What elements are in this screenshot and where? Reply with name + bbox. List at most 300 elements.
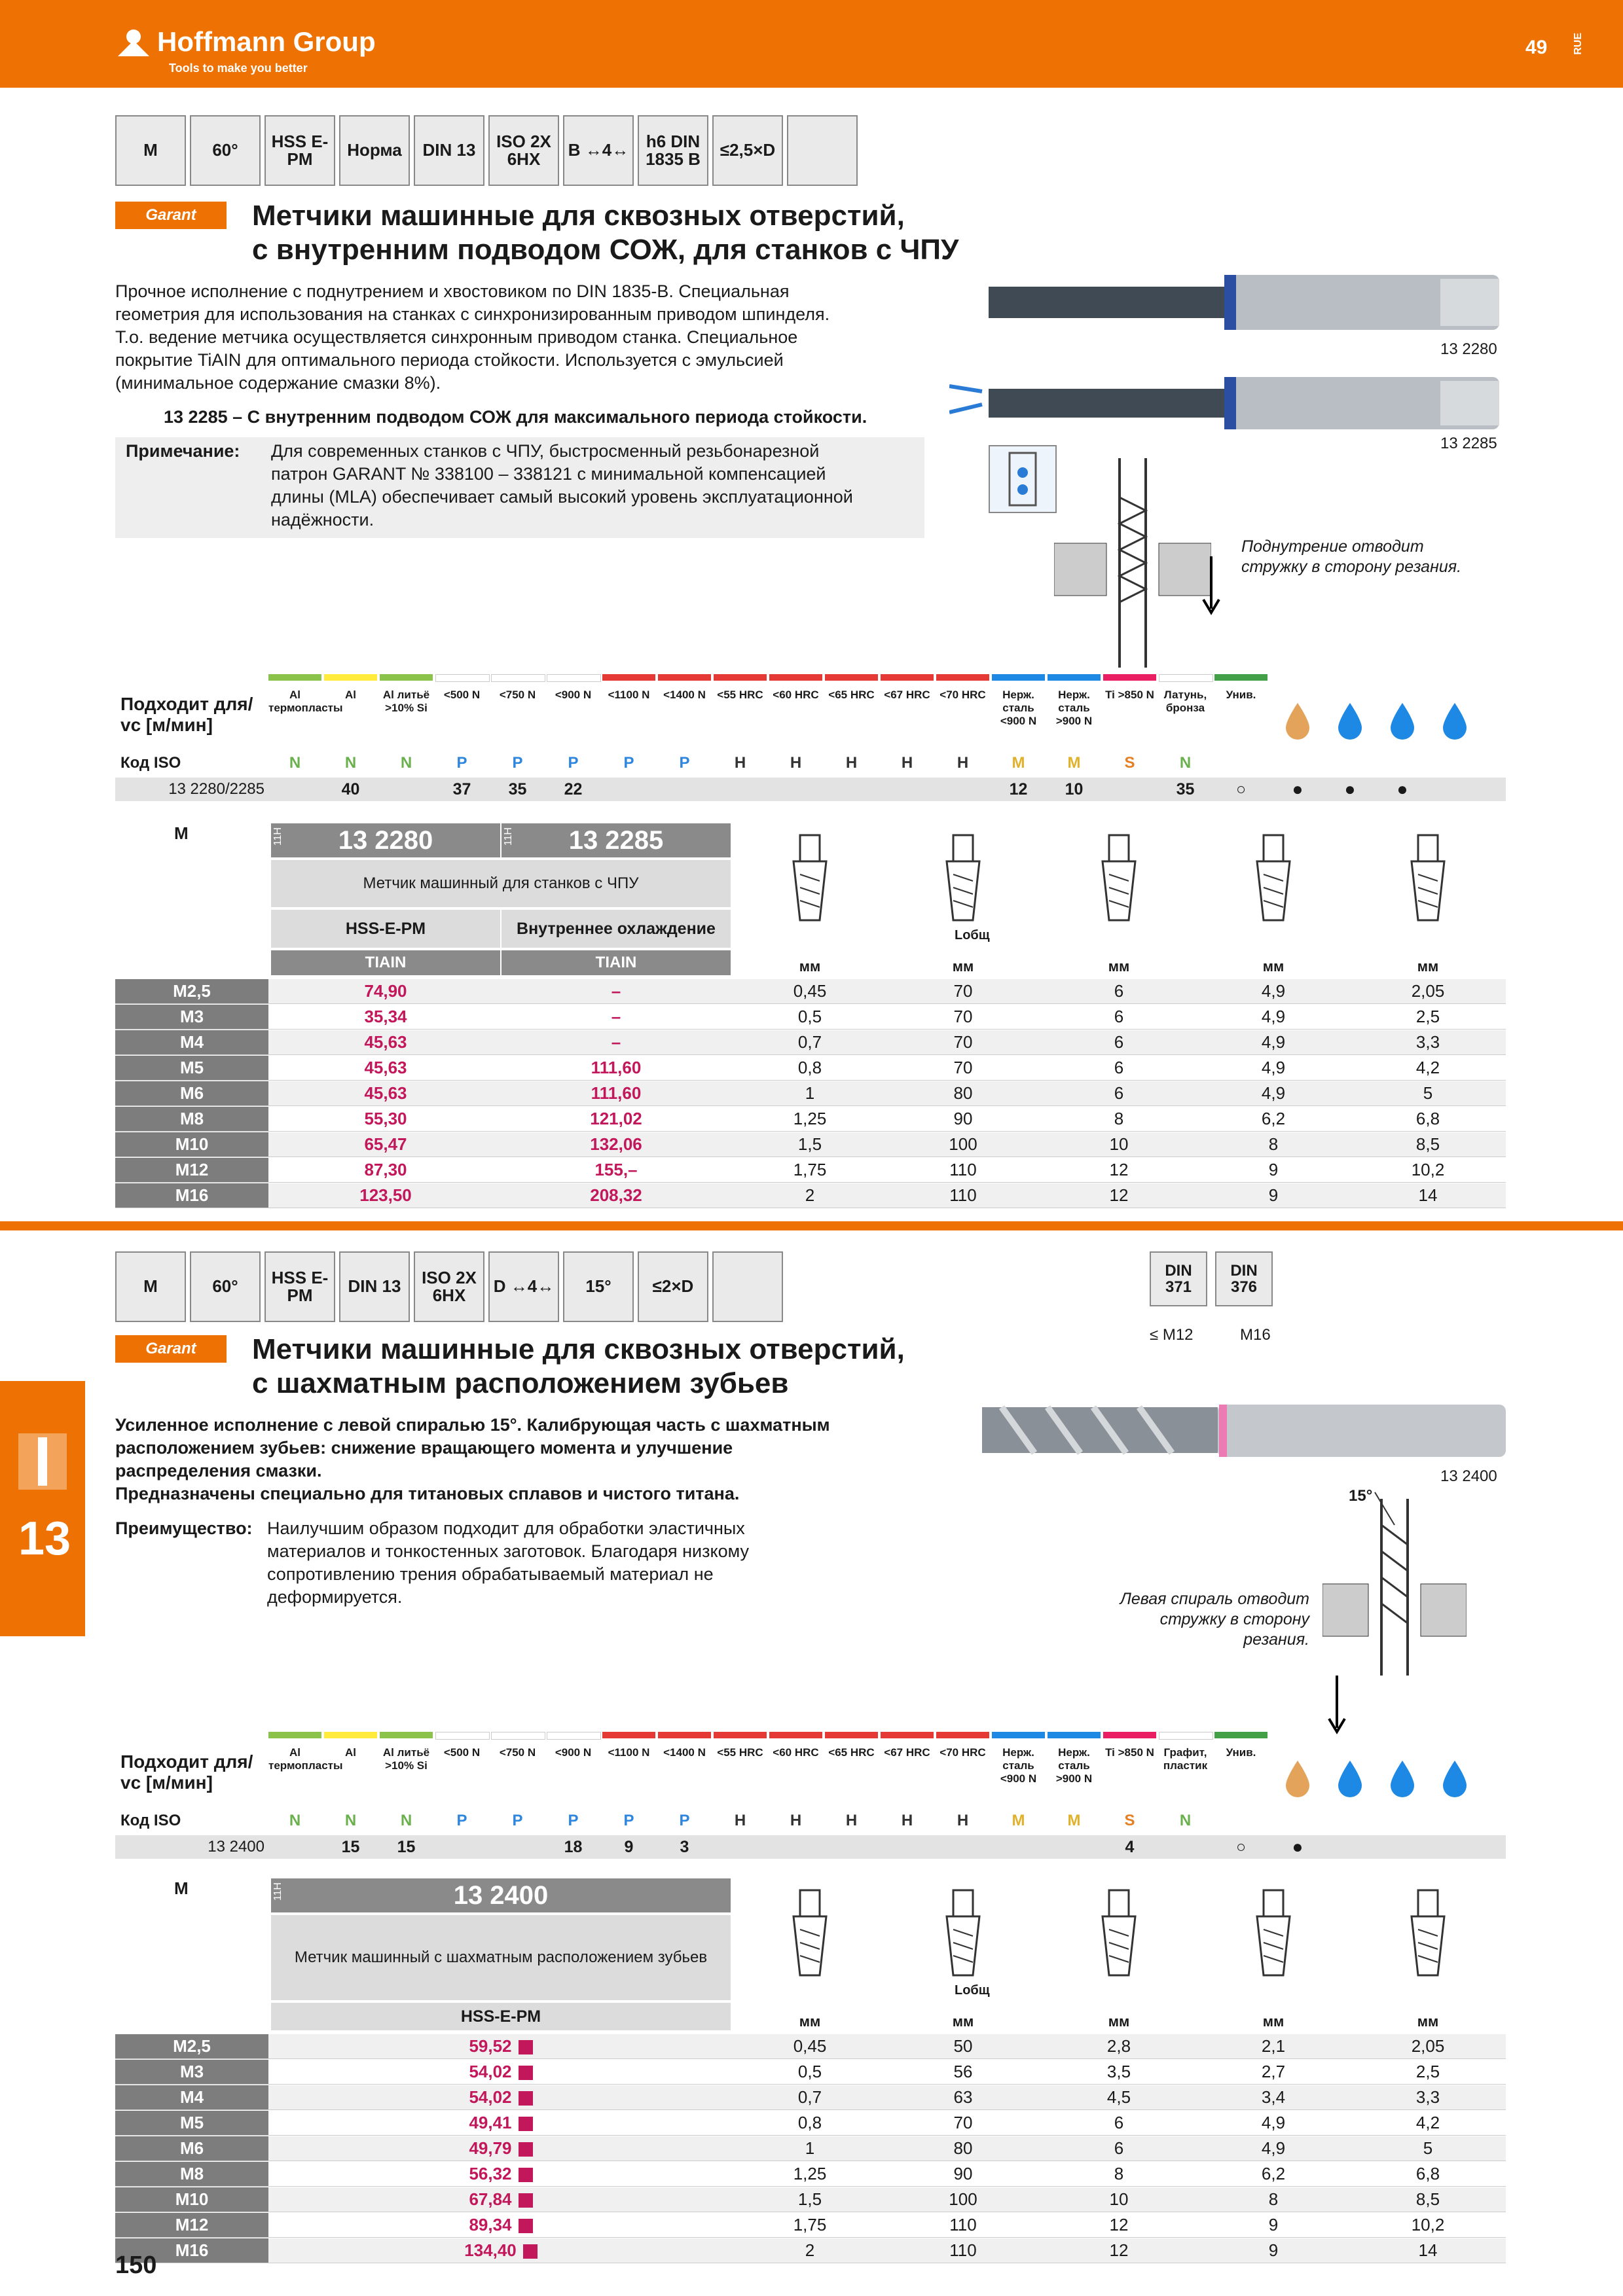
text-line: Предназначены специально для титановых сплавов и чистого титана. [115,1484,740,1503]
dimension-value: 6 [1114,1083,1124,1103]
language-code: RUE [1573,33,1584,55]
vc-value: 35 [508,780,527,798]
row-size: M10 [115,1132,268,1157]
iso-code: P [512,754,523,772]
dimension-value: 90 [953,2164,973,2183]
dimension-value: 2,05 [1411,2036,1445,2056]
material-column-header: Ti >850 N [1105,689,1154,701]
price-value: 59,52 [469,2036,512,2056]
material-color-strip [547,674,601,682]
material-color-strip [769,1732,822,1738]
dimension-value: 0,7 [797,2087,822,2107]
price-value: 49,79 [469,2138,512,2158]
feature-icon: B ↔4↔ [563,115,634,186]
hoffmann-logo-icon [115,27,152,58]
material-column-header: Нерж. сталь >900 N [1055,689,1093,727]
iso-code: M [1012,1812,1025,1829]
dimension-value: 70 [953,1007,973,1026]
price-cell[interactable] [271,2162,731,2186]
material-color-strip [1214,1732,1267,1738]
price-cell[interactable] [501,1183,731,1208]
price-cell[interactable] [501,1005,731,1029]
row-size: M3 [115,1005,268,1029]
angle-15-label: 15° [1349,1487,1373,1505]
dimension-value: 0,5 [797,1007,822,1026]
material-color-strip [658,1732,711,1738]
iso-code: M [1067,754,1081,772]
text-line: расположением зубьев: снижение вращающего момента и улучшение [115,1438,733,1458]
m-label: M [174,823,189,843]
vc-value: ○ [1235,780,1247,798]
price-cell[interactable] [271,1030,500,1054]
material-column-header: Графит, пластик [1163,1746,1208,1772]
section-divider [0,1221,1623,1230]
price-value: 155,– [594,1160,638,1179]
dimension-value: 63 [953,2087,973,2107]
stock-square-icon [519,2040,533,2054]
dimension-value: 1 [805,2138,815,2158]
vc-value: 9 [624,1838,634,1856]
dimension-value: 1 [805,1083,815,1103]
iso-code: P [623,754,634,772]
unit-label: мм [1417,958,1439,975]
material-color-strip [602,1732,655,1738]
dimension-value: 4,9 [1261,1083,1286,1103]
dimension-value: 10 [1109,2189,1129,2209]
material-column-header: <900 N [555,1746,592,1759]
row-size: M5 [115,2111,268,2135]
note-label: Примечание: [126,441,240,461]
iso-code: N [344,1812,357,1829]
coolant-type-icon [1330,1758,1370,1797]
price-cell[interactable] [271,1183,500,1208]
material-color-strip [992,674,1045,681]
dimension-value: 6 [1114,2113,1124,2132]
material-color-strip [491,674,545,682]
arrow-down-icon [1198,556,1224,615]
dimension-diagram-icon [927,1884,999,1982]
material-color-strip [769,674,822,681]
material-color-strip [380,1732,433,1738]
dimension-value: 8 [1114,2164,1124,2183]
text-line: материалов и тонкостенных заготовок. Благодаря низкому [267,1541,749,1561]
iso-code: P [456,754,467,772]
column-head: 13 2285 [501,823,731,857]
iso-code: P [623,1812,634,1829]
row-size: M3 [115,2060,268,2084]
garant-badge-2: Garant [115,1335,227,1363]
material-column-header: <500 N [443,689,481,701]
material-color-strip [1214,674,1267,681]
material-color-strip [936,674,989,681]
dimension-value: 90 [953,1109,973,1128]
section-2-title [252,1333,905,1401]
unit-label: мм [1262,2013,1285,2030]
price-cell[interactable] [271,2111,731,2135]
dimension-value: 9 [1268,2215,1279,2234]
material-color-strip [936,1732,989,1738]
row-code: 13 2280/2285 [168,780,264,798]
coolant-dot: ● [1396,779,1408,799]
price-cell[interactable] [271,2136,731,2161]
price-cell[interactable] [271,1056,500,1080]
material-color-strip [825,1732,878,1738]
img-code-1: 13 2280 [1440,340,1497,358]
feature-icon: ≤2,5×D [712,115,783,186]
feature-icons-row-2 [115,1251,783,1322]
row-size: M8 [115,1107,268,1131]
text-line: Прочное исполнение с поднутрением и хвостовиком по DIN 1835-B. Специальная [115,281,790,301]
material-column-header: Нерж. сталь <900 N [1000,1746,1037,1785]
material-color-strip [324,674,377,681]
dimension-value: 1,5 [797,1134,822,1154]
material-column-header: <900 N [555,689,592,701]
vc-value: 37 [452,780,471,798]
dimension-value: 4,2 [1415,2113,1440,2132]
material-column-header: Al литьё >10% Si [382,1746,430,1772]
material-column-header: Унив. [1226,689,1256,701]
iso-code: H [734,1812,746,1829]
unit-label: мм [952,2013,974,2030]
dimension-value: 4,9 [1261,2113,1286,2132]
price-value: – [611,1007,621,1026]
price-value: 111,60 [591,1083,642,1103]
price-cell[interactable] [271,2238,731,2263]
stock-square-icon [519,2168,533,2182]
dimension-diagram-icon [1392,829,1464,927]
dimension-value: 100 [949,1134,977,1154]
feature-icon: ≤2×D [638,1251,708,1322]
dimension-value: 0,45 [793,2036,827,2056]
dimension-value: 1,75 [793,2215,827,2234]
section-1-description [115,280,934,395]
dimension-diagram-icon [774,1884,846,1982]
text-line: Наилучшим образом подходит для обработки эластичных [267,1518,745,1538]
iso-code: H [957,754,969,772]
dimension-value: 0,5 [797,2062,822,2081]
dimension-value: 6 [1114,1007,1124,1026]
coolant-type-icon [1435,1758,1474,1797]
material-color-strip [1159,1732,1213,1740]
dimension-value: 12 [1109,2240,1129,2260]
price-value: 121,02 [590,1109,642,1128]
price-cell[interactable] [501,979,731,1003]
vc-value: 4 [1125,1838,1135,1856]
price-cell[interactable] [271,1005,500,1029]
din-376-badge: DIN 376 [1215,1251,1273,1306]
dimension-value: 3,3 [1415,2087,1440,2107]
price-cell[interactable] [501,1081,731,1105]
iso-code: P [568,754,579,772]
text-line: надёжности. [271,510,374,529]
dimension-value: 70 [953,2113,973,2132]
price-value: 67,84 [469,2189,512,2209]
price-value: 74,90 [364,981,407,1001]
material-column-header: Al [345,689,356,701]
dimension-value: 0,7 [797,1032,822,1052]
price-cell[interactable] [501,1132,731,1157]
dimension-value: 5 [1423,2138,1433,2158]
text-line: патрон GARANT № 338100 – 338121 с минимальной компенсацией [271,464,826,484]
iso-code: P [512,1812,523,1829]
text-line: стружку в сторону резания. [1159,1610,1309,1649]
stock-square-icon [523,2244,538,2259]
material-color-strip [881,1732,934,1738]
dimension-value: 110 [949,1185,977,1205]
product-table-2 [115,1878,1506,2260]
iso-code: N [289,1812,301,1829]
dimension-value: 2,5 [1415,1007,1440,1026]
dimension-value: 110 [949,1160,977,1179]
text-line: деформируется. [267,1587,403,1607]
feature-icon [787,115,858,186]
row-size: M2,5 [115,2034,268,2058]
section-1-title [252,199,958,267]
material-color-strip [1103,1732,1156,1738]
tap-image-13-2280 [989,262,1512,340]
price-value: 49,41 [469,2113,512,2132]
material-color-strip [1048,674,1101,681]
vc-value: 15 [341,1838,360,1856]
row-size: M6 [115,2136,268,2161]
material-column-header: <750 N [499,1746,536,1759]
brand-name: Hoffmann Group [157,26,376,57]
material-color-strip [268,674,321,681]
material-color-strip [268,1732,321,1738]
stock-square-icon [519,2219,533,2233]
dimension-value: 100 [949,2189,977,2209]
dimension-value: 12 [1109,2215,1129,2234]
stock-square-icon [519,2066,533,2080]
advantage-label: Преимущество: [115,1518,253,1538]
row-size: M4 [115,2085,268,2109]
feature-icon [712,1251,783,1322]
price-cell[interactable] [271,2187,731,2212]
price-value: 65,47 [364,1134,407,1154]
iso-code: H [734,754,746,772]
price-cell[interactable] [271,1107,500,1131]
desc-head: Метчик машинный для станков с ЧПУ [271,860,731,907]
dimension-value: 1,25 [793,2164,827,2183]
row-size: M5 [115,1056,268,1080]
iso-code: S [1124,754,1135,772]
feature-icon: HSS E-PM [264,115,335,186]
dimension-value: 6 [1114,981,1124,1001]
dimension-value: 4,5 [1106,2087,1131,2107]
material-column-header: <70 HRC [939,1746,986,1759]
price-cell[interactable] [271,979,500,1003]
material-column-header: Нерж. сталь <900 N [1000,689,1037,727]
dimension-value: 80 [953,2138,973,2158]
material-column-header: Унив. [1226,1746,1256,1759]
dimension-value: 8 [1268,2189,1279,2209]
material-column-header: Латунь, бронза [1163,689,1207,714]
material-column-header: <67 HRC [884,1746,930,1759]
price-value: 134,40 [464,2240,517,2260]
price-cell[interactable] [271,2060,731,2084]
stock-square-icon [519,2193,533,2208]
title-line-1: Метчики машинные для сквозных отверстий, [252,200,905,232]
row-size: M6 [115,1081,268,1105]
iso-code: H [901,754,913,772]
dimension-value: 4,9 [1261,981,1286,1001]
price-value: 55,30 [364,1109,407,1128]
vc-value: 35 [1176,780,1195,798]
unit-label: мм [1108,2013,1130,2030]
section-2-description [115,1414,934,1505]
feature-icon: M [115,115,186,186]
iso-label: Код ISO [120,1812,181,1829]
material-column-header: Al [345,1746,356,1759]
unit-label: мм [1417,2013,1439,2030]
mat-label [120,694,253,736]
price-cell[interactable] [271,2085,731,2109]
dimension-value: 10,2 [1411,1160,1445,1179]
text-line: геометрия для использования на станках с синхронизированным приводом шпинделя. [115,304,830,324]
dimension-diagram-icon [1083,829,1155,927]
material-column-header: Al термопласты [268,1746,343,1772]
arrow-down-icon-2 [1324,1676,1350,1734]
price-cell[interactable] [271,2034,731,2058]
unit-label: мм [952,958,974,975]
chapter-side-tab [0,1381,85,1636]
material-column-header: <65 HRC [828,1746,875,1759]
price-cell[interactable] [271,2213,731,2237]
unit-label: мм [1262,958,1285,975]
material-color-strip [380,674,433,681]
mat-label-line-1: Подходит для/ [120,694,253,714]
iso-code: M [1067,1812,1081,1829]
page-number-top: 49 [1525,37,1548,58]
dimension-value: 6 [1114,1058,1124,1077]
dimension-value: 0,45 [793,981,827,1001]
material-column-header: Al термопласты [268,689,343,714]
column-head: 13 2280 [271,823,500,857]
dimension-value: 14 [1418,1185,1438,1205]
feature-icon: Норма [339,115,410,186]
dimension-value: 2,05 [1411,981,1445,1001]
material-color-strip [825,674,878,681]
dimension-value: 9 [1268,1160,1279,1179]
price-value: 56,32 [469,2164,512,2183]
dimension-value: 12 [1109,1160,1129,1179]
left-spiral-diagram [1322,1486,1467,1682]
text-line: стружку в сторону резания. [1241,558,1462,576]
sub-head: HSS-E-PM [271,2003,731,2030]
dimension-value: 70 [953,1032,973,1052]
text-line: Усиленное исполнение с левой спиралью 15°. Калибрующая часть с шахматным [115,1415,830,1435]
row-size: M16 [115,1183,268,1208]
price-value: 54,02 [469,2062,512,2081]
page-number-bottom: 150 [115,2251,157,2279]
material-color-strip [1048,1732,1101,1738]
dimension-value: 4,9 [1261,1007,1286,1026]
material-color-strip [547,1732,601,1740]
coolant-dot: ● [1292,779,1304,799]
material-color-strip [714,1732,767,1738]
price-cell[interactable] [271,1132,500,1157]
material-column-header: <55 HRC [717,1746,763,1759]
text-line: Поднутрение отводит [1241,537,1424,556]
din-371-range: ≤ M12 [1150,1326,1194,1344]
price-value: 123,50 [359,1185,412,1205]
img-code-3: 13 2400 [1440,1467,1497,1485]
dimension-value: 3,5 [1106,2062,1131,2081]
iso-code: M [1012,754,1025,772]
dimension-value: 6,2 [1261,2164,1286,2183]
material-column-header: <70 HRC [939,689,986,701]
sub-head: HSS-E-PM [271,910,500,948]
price-value: – [611,1032,621,1052]
coolant-type-icon [1278,700,1317,740]
iso-code: P [456,1812,467,1829]
price-cell[interactable] [501,1056,731,1080]
dimension-value: 2,8 [1106,2036,1131,2056]
material-column-header: <67 HRC [884,689,930,701]
row-size: M10 [115,2187,268,2212]
iso-code: H [901,1812,913,1829]
row-size: M12 [115,1158,268,1182]
text-line: длины (MLA) обеспечивает самый высокий уровень эксплуатационной [271,487,853,507]
feature-icons-row-1 [115,115,858,186]
vc-value: 10 [1065,780,1084,798]
iso-code: H [845,754,858,772]
dimension-value: 70 [953,981,973,1001]
price-cell[interactable] [501,1158,731,1182]
price-cell[interactable] [271,1158,500,1182]
unit-label: мм [799,2013,821,2030]
dimension-diagram-icon [1083,1884,1155,1982]
material-color-strip [992,1732,1045,1738]
material-column-header: <65 HRC [828,689,875,701]
dimension-value: 2,5 [1415,2062,1440,2081]
chapter-number: 13 [18,1513,71,1565]
feature-icon: h6 DIN 1835 B [638,115,708,186]
dimension-value: 14 [1418,2240,1438,2260]
feature-icon: M [115,1251,186,1322]
material-color-strip [491,1732,545,1740]
grade-label: 11H [272,827,283,846]
iso-code: P [679,754,690,772]
dimension-value: 9 [1268,2240,1279,2260]
din-376-range: M16 [1240,1326,1271,1344]
dimension-value: 6,8 [1415,2164,1440,2183]
dimension-diagram-icon [1237,829,1309,927]
price-cell[interactable] [501,1107,731,1131]
price-value: – [611,981,621,1001]
dimension-diagram-icon [1237,1884,1309,1982]
price-value: 87,30 [364,1160,407,1179]
iso-code: H [845,1812,858,1829]
mat-label-line-1: Подходит для/ [120,1751,253,1772]
feature-icon: 15° [563,1251,634,1322]
stock-square-icon [519,2091,533,2106]
iso-code: P [679,1812,690,1829]
iso-code: P [568,1812,579,1829]
iso-code: N [344,754,357,772]
grade-label: 11H [272,1882,283,1901]
material-column-header: <750 N [499,689,536,701]
vc-value: 40 [341,780,360,798]
text-line: (минимальное содержание смазки 8%). [115,373,441,393]
m-label: M [174,1878,189,1898]
lobsh-label: Lобщ [955,1983,990,1998]
stock-square-icon [519,2142,533,2157]
price-cell[interactable] [271,1081,500,1105]
price-cell[interactable] [501,1030,731,1054]
dimension-value: 3,4 [1261,2087,1286,2107]
dimension-value: 56 [953,2062,973,2081]
